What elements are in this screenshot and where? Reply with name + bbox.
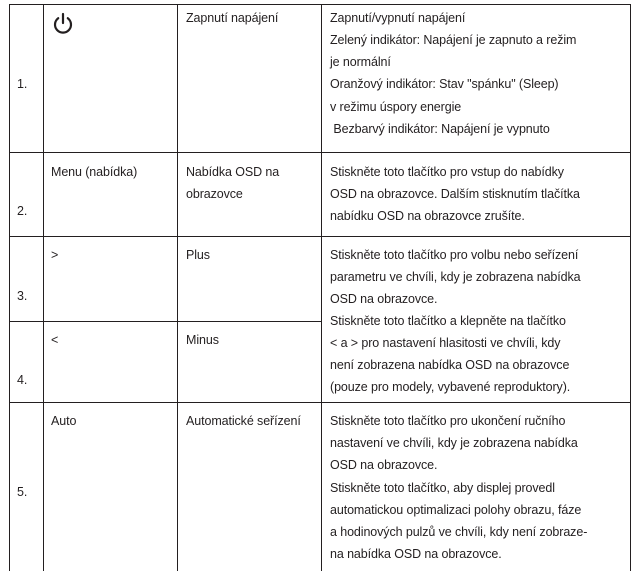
row-4-function: Minus [186, 333, 219, 347]
row-5-function: Automatické seřízení [186, 414, 301, 428]
row-5-button: Auto [51, 414, 77, 428]
row-3-button: > [51, 248, 59, 262]
row-2-function-line-2: obrazovce [186, 187, 243, 201]
row-1-description-line-5: v režimu úspory energie [330, 100, 462, 114]
row-2-description-line-2: OSD na obrazovce. Dalším stisknutím tlačítka [330, 187, 580, 201]
row-1-function: Zapnutí napájení [186, 11, 279, 25]
row-1-description-line-4: Oranžový indikátor: Stav "spánku" (Sleep) [330, 77, 559, 91]
row-5-description-line-2: nastavení ve chvíli, kdy je zobrazena nabídka [330, 436, 578, 450]
plus-minus-description-line-2: parametru ve chvíli, kdy je zobrazena nabídka [330, 270, 581, 284]
row-number-2: 2. [17, 204, 28, 218]
row-5-description-line-1: Stiskněte toto tlačítko pro ukončení ručního [330, 414, 566, 428]
row-2-description-line-1: Stiskněte toto tlačítko pro vstup do nabídky [330, 165, 564, 179]
row-number-3: 3. [17, 289, 28, 303]
column-divider-2 [177, 4, 178, 571]
power-icon [52, 11, 74, 35]
plus-minus-description-line-7: (pouze pro modely, vybavené reproduktory). [330, 380, 571, 394]
row-5-description-line-5: automatickou optimalizaci polohy obrazu, fáze [330, 503, 582, 517]
column-divider-3 [321, 4, 322, 571]
plus-minus-description-line-5: < a > pro nastavení hlasitosti ve chvíli, kdy [330, 336, 561, 350]
row-divider-3 [9, 321, 321, 322]
row-number-4: 4. [17, 373, 28, 387]
table-top-border [9, 4, 631, 5]
column-divider-1 [43, 4, 44, 571]
row-2-button: Menu (nabídka) [51, 165, 138, 179]
row-number-1: 1. [17, 77, 28, 91]
row-2-description-line-3: nabídku OSD na obrazovce zrušíte. [330, 209, 525, 223]
row-1-description-line-3: je normální [330, 55, 391, 69]
row-number-5: 5. [17, 485, 28, 499]
plus-minus-description-line-6: není zobrazena nabídka OSD na obrazovce [330, 358, 570, 372]
row-2-function-line-1: Nabídka OSD na [186, 165, 280, 179]
row-1-description-line-1: Zapnutí/vypnutí napájení [330, 11, 466, 25]
row-4-button: < [51, 333, 59, 347]
row-1-description-line-2: Zelený indikátor: Napájení je zapnuto a režim [330, 33, 577, 47]
row-5-description-line-4: Stiskněte toto tlačítko, aby displej provedl [330, 481, 555, 495]
row-1-description-line-6: Bezbarvý indikátor: Napájení je vypnuto [330, 122, 550, 136]
plus-minus-description-line-4: Stiskněte toto tlačítko a klepněte na tlačítko [330, 314, 566, 328]
row-5-description-line-6: a hodinových pulzů ve chvíli, kdy není zobraze- [330, 525, 588, 539]
row-5-description-line-3: OSD na obrazovce. [330, 458, 438, 472]
table-left-border [9, 4, 10, 571]
plus-minus-description-line-3: OSD na obrazovce. [330, 292, 438, 306]
row-divider-1 [9, 152, 631, 153]
row-5-description-line-7: na nabídka OSD na obrazovce. [330, 547, 502, 561]
row-divider-4 [9, 402, 631, 403]
row-3-function: Plus [186, 248, 210, 262]
row-divider-2 [9, 236, 631, 237]
plus-minus-description-line-1: Stiskněte toto tlačítko pro volbu nebo seřízení [330, 248, 579, 262]
table-right-border [630, 4, 631, 571]
